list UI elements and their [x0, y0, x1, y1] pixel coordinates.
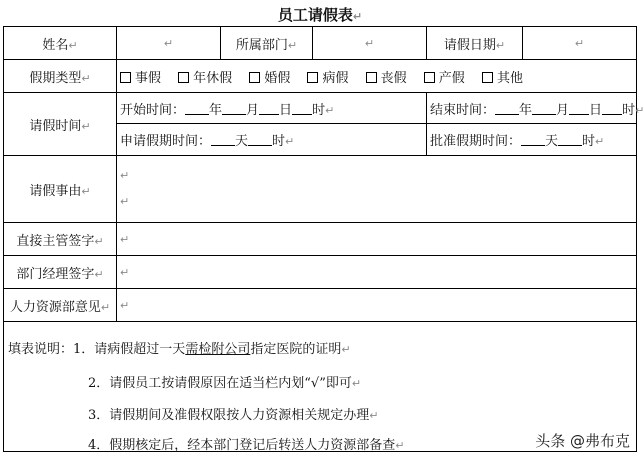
checkbox[interactable]	[249, 72, 260, 83]
note-3: 3．请假期间及准假权限按人力资源相关规定办理↵	[88, 408, 379, 423]
row-reason	[4, 156, 637, 223]
leave-type-options	[117, 60, 637, 93]
leave-type-option[interactable]: 其他	[482, 67, 523, 86]
row-hr	[4, 289, 637, 322]
approved-duration-field[interactable]: 批准假期时间： 天 时↵	[427, 124, 637, 156]
leave-type-option[interactable]: 丧假	[366, 67, 407, 86]
note-4: 4．假期核定后，经本部门登记后转送人力资源部备查↵	[88, 438, 405, 453]
checkbox[interactable]	[366, 72, 377, 83]
applied-duration-field[interactable]: 申请假期时间： 天 时↵	[117, 124, 427, 156]
row-manager	[4, 256, 637, 289]
leave-type-option[interactable]: 产假	[424, 67, 465, 86]
name-field[interactable]: ↵	[117, 27, 221, 60]
type-label: 假期类型↵	[4, 60, 117, 93]
name-label: 姓名↵	[4, 27, 117, 60]
row-supervisor	[4, 223, 637, 256]
checkbox[interactable]	[178, 72, 189, 83]
hr-opinion-field[interactable]: ↵	[117, 289, 637, 322]
form-title: 员工请假表↵	[277, 6, 363, 24]
start-time-field[interactable]: 开始时间： 年 月 日 时↵	[117, 93, 427, 124]
end-time-field[interactable]: 结束时间： 年 月 日 时↵	[427, 93, 637, 124]
supervisor-label: 直接主管签字↵	[4, 223, 117, 256]
checkbox[interactable]	[424, 72, 435, 83]
row-leave-type	[4, 60, 637, 93]
manager-label: 部门经理签字↵	[4, 256, 117, 289]
dept-label: 所属部门↵	[221, 27, 313, 60]
checkbox[interactable]	[120, 72, 131, 83]
note-2: 2．请假员工按请假原因在适当栏内划“√”即可↵	[88, 376, 362, 391]
dept-field[interactable]: ↵	[313, 27, 427, 60]
reason-field[interactable]: ↵ ↵	[117, 156, 637, 223]
supervisor-signature-field[interactable]: ↵	[117, 223, 637, 256]
checkbox[interactable]	[307, 72, 318, 83]
leave-type-option[interactable]: 事假	[120, 67, 161, 86]
date-label: 请假日期↵	[427, 27, 523, 60]
row-basic-info	[4, 27, 637, 60]
checkbox[interactable]	[482, 72, 493, 83]
hr-label: 人力资源部意见↵	[4, 289, 117, 322]
note-1: 填表说明：1．请病假超过一天需检附公司指定医院的证明↵	[8, 342, 351, 357]
watermark: 头条 @弗布克	[535, 432, 630, 450]
reason-label: 请假事由↵	[4, 156, 117, 223]
manager-signature-field[interactable]: ↵	[117, 256, 637, 289]
leave-type-option[interactable]: 病假	[307, 67, 348, 86]
time-label: 请假时间↵	[4, 93, 117, 156]
date-field[interactable]: ↵	[523, 27, 637, 60]
leave-type-option[interactable]: 婚假	[249, 67, 290, 86]
row-time-start-end	[4, 93, 637, 124]
leave-type-option[interactable]: 年休假	[178, 67, 232, 86]
